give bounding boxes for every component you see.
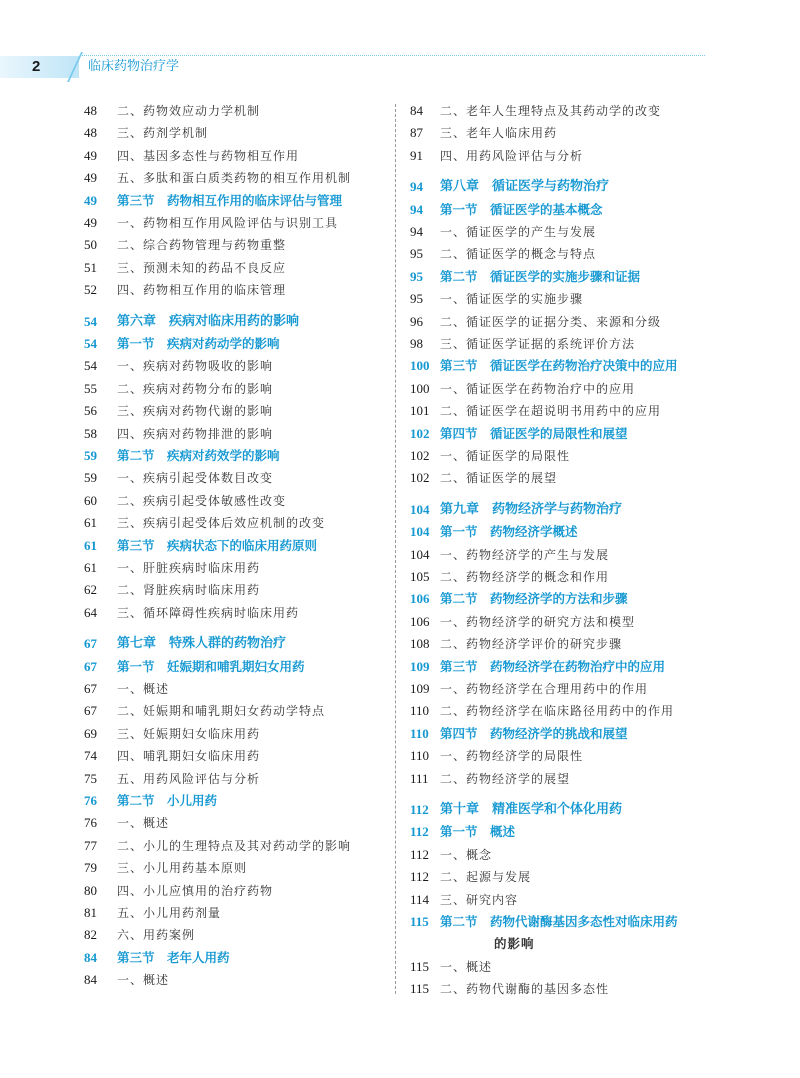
toc-item-entry[interactable] xyxy=(410,866,740,888)
toc-item-entry[interactable] xyxy=(410,122,740,144)
toc-page-number: 100 xyxy=(410,380,430,396)
toc-page-number: 48 xyxy=(84,103,97,118)
toc-page-number: 54 xyxy=(84,313,97,329)
toc-entry-title: 一、循证医学在药物治疗中的应用 xyxy=(440,381,636,396)
toc-page-number: 104 xyxy=(410,546,430,562)
toc-item-entry[interactable] xyxy=(410,378,740,400)
toc-item-entry[interactable] xyxy=(84,212,417,234)
toc-page-number: 62 xyxy=(84,582,97,598)
toc-entry-title: 四、基因多态性与药物相互作用 xyxy=(117,148,300,163)
toc-entry-title: 三、疾病引起受体后效应机制的改变 xyxy=(117,516,326,531)
toc-item-entry[interactable] xyxy=(84,723,417,745)
toc-chapter-entry[interactable] xyxy=(410,176,740,198)
toc-item-entry[interactable] xyxy=(84,512,417,534)
toc-page-number: 111 xyxy=(410,770,429,786)
toc-entry-title: 一、概述 xyxy=(440,959,493,974)
toc-item-entry[interactable] xyxy=(410,145,740,167)
toc-entry-title: 一、循证医学的产生与发展 xyxy=(440,225,597,239)
toc-page-number: 60 xyxy=(84,492,97,508)
toc-page-number: 76 xyxy=(84,793,97,808)
toc-item-entry[interactable] xyxy=(84,234,417,256)
toc-entry-title: 一、药物经济学在合理用药中的作用 xyxy=(440,682,649,696)
toc-entry-title: 六、用药案例 xyxy=(117,928,196,943)
toc-page-number: 67 xyxy=(84,658,97,674)
toc-page-number: 104 xyxy=(410,524,430,540)
toc-entry-title: 第七章 特殊人群的药物治疗 xyxy=(117,636,287,652)
toc-item-entry[interactable] xyxy=(84,355,417,377)
toc-entry-title: 第一节 疾病对药动学的影响 xyxy=(117,336,280,351)
toc-entry-title: 三、老年人临床用药 xyxy=(440,126,558,141)
toc-page-number: 49 xyxy=(84,192,97,208)
toc-section-entry[interactable] xyxy=(410,266,740,288)
toc-page-number: 112 xyxy=(410,846,430,862)
toc-entry-title: 二、药物经济学的展望 xyxy=(440,771,571,786)
toc-item-entry[interactable] xyxy=(410,768,740,790)
toc-entry-continuation[interactable] xyxy=(410,933,740,955)
toc-item-entry[interactable] xyxy=(410,544,740,566)
toc-entry-title: 一、概述 xyxy=(117,682,170,696)
toc-item-entry[interactable] xyxy=(410,400,740,422)
toc-entry-title: 二、肾脏疾病时临床用药 xyxy=(117,583,261,598)
toc-item-entry[interactable] xyxy=(410,288,740,310)
toc-entry-title: 一、概述 xyxy=(117,816,170,831)
toc-item-entry[interactable] xyxy=(84,768,417,790)
toc-entry-title: 第三节 药物经济学在药物治疗中的应用 xyxy=(440,658,666,674)
toc-entry-title: 四、哺乳期妇女临床用药 xyxy=(117,749,261,764)
toc-page-number: 91 xyxy=(410,147,423,163)
toc-section-entry[interactable] xyxy=(410,723,740,745)
toc-section-entry[interactable] xyxy=(84,656,417,678)
toc-page-number: 110 xyxy=(410,725,429,741)
toc-item-entry[interactable] xyxy=(410,889,740,911)
toc-page-number: 110 xyxy=(410,703,430,719)
toc-page-number: 59 xyxy=(84,470,97,486)
toc-page-number: 81 xyxy=(84,905,97,920)
toc-page-number: 112 xyxy=(410,802,429,817)
toc-section-entry[interactable] xyxy=(84,535,417,557)
toc-item-entry[interactable] xyxy=(84,423,417,445)
toc-entry-title: 二、老年人生理特点及其药动学的改变 xyxy=(440,104,662,118)
toc-page-number: 98 xyxy=(410,336,423,351)
toc-page-number: 61 xyxy=(84,560,97,575)
toc-section-entry[interactable] xyxy=(84,790,417,812)
toc-entry-title: 第二节 药物代谢酶基因多态性对临床用药 xyxy=(440,914,678,929)
toc-page-number: 61 xyxy=(84,537,97,553)
toc-item-entry[interactable] xyxy=(84,279,417,301)
toc-entry-title: 一、药物经济学的研究方法和模型 xyxy=(440,614,636,629)
toc-entry-title: 一、药物经济学的局限性 xyxy=(440,749,584,764)
page-number: 2 xyxy=(32,58,41,75)
toc-page-number: 61 xyxy=(84,515,97,531)
toc-page-number: 114 xyxy=(410,891,430,907)
toc-item-entry[interactable] xyxy=(84,490,417,512)
toc-page-number: 67 xyxy=(84,681,97,696)
toc-item-entry[interactable] xyxy=(84,400,417,422)
toc-item-entry[interactable] xyxy=(410,467,740,489)
toc-chapter-entry[interactable] xyxy=(410,799,740,821)
toc-section-entry[interactable] xyxy=(84,190,417,212)
toc-entry-title: 五、用药风险评估与分析 xyxy=(117,771,261,786)
toc-entry-title: 第二节 循证医学的实施步骤和证据 xyxy=(440,268,641,284)
toc-entry-title: 三、循环障碍性疾病时临床用药 xyxy=(117,605,300,620)
toc-item-entry[interactable] xyxy=(84,924,417,946)
toc-item-entry[interactable] xyxy=(410,978,740,1000)
toc-page-number: 115 xyxy=(410,958,430,974)
toc-page-number: 56 xyxy=(84,403,97,419)
toc-item-entry[interactable] xyxy=(410,678,740,700)
toc-page-number: 95 xyxy=(410,246,423,262)
toc-page-number: 87 xyxy=(410,125,423,141)
toc-item-entry[interactable] xyxy=(84,678,417,700)
toc-entry-title: 第三节 药物相互作用的临床评估与管理 xyxy=(117,192,343,208)
toc-entry-title: 一、循证医学的实施步骤 xyxy=(440,292,584,307)
toc-page-number: 67 xyxy=(84,703,97,719)
toc-section-entry[interactable] xyxy=(410,355,740,377)
toc-item-entry[interactable] xyxy=(84,557,417,579)
toc-entry-title: 三、药剂学机制 xyxy=(117,126,209,141)
toc-entry-title: 第四节 循证医学的局限性和展望 xyxy=(440,425,628,441)
toc-entry-title: 一、概述 xyxy=(117,973,170,988)
toc-item-entry[interactable] xyxy=(410,566,740,588)
toc-page-number: 115 xyxy=(410,914,429,929)
toc-item-entry[interactable] xyxy=(410,700,740,722)
toc-entry-title: 三、循证医学证据的系统评价方法 xyxy=(440,337,636,351)
toc-page-number: 52 xyxy=(84,282,97,298)
toc-entry-title: 三、疾病对药物代谢的影响 xyxy=(117,404,274,419)
toc-entry-title: 第一节 妊娠期和哺乳期妇女用药 xyxy=(117,658,305,674)
toc-item-entry[interactable] xyxy=(410,956,740,978)
toc-page-number: 79 xyxy=(84,860,97,876)
toc-entry-title: 第一节 药物经济学概述 xyxy=(440,524,578,540)
toc-page-number: 64 xyxy=(84,604,97,620)
toc-entry-title: 二、循证医学在超说明书用药中的应用 xyxy=(440,404,662,419)
toc-entry-title: 一、疾病引起受体数目改变 xyxy=(117,471,274,486)
toc-page-number: 54 xyxy=(84,336,97,351)
toc-item-entry[interactable] xyxy=(410,745,740,767)
toc-entry-title: 二、小儿的生理特点及其对药动学的影响 xyxy=(117,838,352,853)
toc-page-number: 48 xyxy=(84,125,97,141)
toc-page-number: 58 xyxy=(84,425,97,441)
toc-item-entry[interactable] xyxy=(84,700,417,722)
toc-page-number: 49 xyxy=(84,147,97,163)
toc-entry-title: 二、疾病对药物分布的影响 xyxy=(117,381,274,396)
toc-entry-title: 第六章 疾病对临床用药的影响 xyxy=(117,313,300,329)
toc-entry-title: 四、用药风险评估与分析 xyxy=(440,148,584,163)
book-title: 临床药物治疗学 xyxy=(88,59,180,74)
toc-page-number: 67 xyxy=(84,636,97,652)
toc-page-number: 84 xyxy=(84,949,97,965)
toc-entry-title: 一、药物经济学的产生与发展 xyxy=(440,547,610,562)
toc-entry-title: 一、药物相互作用风险评估与识别工具 xyxy=(117,216,339,230)
toc-entry-title: 第四节 药物经济学的挑战和展望 xyxy=(440,725,628,741)
toc-chapter-entry[interactable] xyxy=(410,499,740,521)
toc-page-number: 106 xyxy=(410,591,430,607)
toc-chapter-entry[interactable] xyxy=(84,633,417,655)
toc-section-entry[interactable] xyxy=(84,947,417,969)
toc-item-entry[interactable] xyxy=(410,633,740,655)
toc-section-entry[interactable] xyxy=(410,423,740,445)
toc-page-number: 95 xyxy=(410,268,423,284)
toc-page-number: 109 xyxy=(410,681,430,696)
toc-item-entry[interactable] xyxy=(410,445,740,467)
toc-page-number: 82 xyxy=(84,927,97,943)
toc-entry-title: 二、综合药物管理与药物重整 xyxy=(117,238,287,253)
toc-page-number: 84 xyxy=(410,103,423,118)
running-header xyxy=(0,56,800,78)
toc-page-number: 80 xyxy=(84,882,97,898)
toc-page-number: 105 xyxy=(410,569,430,584)
toc-section-entry[interactable] xyxy=(410,821,740,843)
toc-entry-title: 四、药物相互作用的临床管理 xyxy=(117,283,287,298)
toc-item-entry[interactable] xyxy=(84,812,417,834)
toc-entry-title: 第十章 精准医学和个体化用药 xyxy=(440,802,623,817)
toc-page-number: 49 xyxy=(84,215,97,230)
toc-page-number: 94 xyxy=(410,224,423,239)
toc-entry-title: 四、小儿应慎用的治疗药物 xyxy=(117,883,274,898)
toc-page-number: 69 xyxy=(84,725,97,741)
toc-page-number: 84 xyxy=(84,972,97,988)
toc-page-number: 94 xyxy=(410,201,423,217)
toc-section-entry[interactable] xyxy=(410,588,740,610)
toc-entry-title: 二、循证医学的证据分类、来源和分级 xyxy=(440,314,662,329)
toc-item-entry[interactable] xyxy=(410,221,740,243)
toc-item-entry[interactable] xyxy=(84,467,417,489)
toc-item-entry[interactable] xyxy=(410,611,740,633)
toc-page-number: 104 xyxy=(410,501,430,517)
toc-entry-title: 二、药物效应动力学机制 xyxy=(117,104,261,118)
toc-entry-title: 第三节 循证医学在药物治疗决策中的应用 xyxy=(440,358,678,374)
toc-entry-title: 四、疾病对药物排泄的影响 xyxy=(117,426,274,441)
toc-item-entry[interactable] xyxy=(84,835,417,857)
toc-page-number: 115 xyxy=(410,981,430,997)
toc-page-number: 59 xyxy=(84,448,97,463)
toc-page-number: 112 xyxy=(410,869,430,885)
toc-entry-title: 三、研究内容 xyxy=(440,892,519,907)
toc-page-number: 100 xyxy=(410,358,430,374)
toc-item-entry[interactable] xyxy=(84,257,417,279)
toc-section-entry[interactable] xyxy=(410,521,740,543)
toc-page-number: 102 xyxy=(410,470,430,486)
toc-item-entry[interactable] xyxy=(410,243,740,265)
toc-entry-title: 第三节 疾病状态下的临床用药原则 xyxy=(117,537,318,553)
toc-page-number: 50 xyxy=(84,237,97,253)
toc-page-number: 54 xyxy=(84,358,97,374)
toc-page-number: 75 xyxy=(84,770,97,786)
toc-page-number: 76 xyxy=(84,815,97,831)
toc-page-number: 96 xyxy=(410,313,423,329)
toc-entry-title: 二、药物经济学评价的研究步骤 xyxy=(440,637,623,652)
toc-entry-title: 五、小儿用药剂量 xyxy=(117,906,222,920)
toc-item-entry[interactable] xyxy=(84,857,417,879)
toc-entry-title: 第二节 小儿用药 xyxy=(117,793,218,808)
toc-section-entry[interactable] xyxy=(84,333,417,355)
toc-item-entry[interactable] xyxy=(84,745,417,767)
toc-item-entry[interactable] xyxy=(84,378,417,400)
toc-entry-title: 三、小儿用药基本原则 xyxy=(117,861,248,876)
toc-item-entry[interactable] xyxy=(410,100,740,122)
toc-entry-title: 二、起源与发展 xyxy=(440,870,532,885)
toc-entry-title: 五、多肽和蛋白质类药物的相互作用机制 xyxy=(117,171,352,186)
toc-item-entry[interactable] xyxy=(410,311,740,333)
toc-section-entry[interactable] xyxy=(410,656,740,678)
toc-item-entry[interactable] xyxy=(410,333,740,355)
toc-item-entry[interactable] xyxy=(84,579,417,601)
toc-entry-title: 第二节 疾病对药效学的影响 xyxy=(117,448,280,463)
toc-item-entry[interactable] xyxy=(410,844,740,866)
toc-entry-title: 二、妊娠期和哺乳期妇女药动学特点 xyxy=(117,704,326,719)
toc-page-number: 94 xyxy=(410,179,423,195)
toc-entry-title: 第一节 概述 xyxy=(440,824,516,840)
toc-entry-title: 一、循证医学的局限性 xyxy=(440,449,571,463)
toc-item-entry[interactable] xyxy=(84,100,417,122)
toc-page-number: 55 xyxy=(84,380,97,396)
toc-page-number: 112 xyxy=(410,824,429,840)
toc-entry-title: 三、妊娠期妇女临床用药 xyxy=(117,726,261,741)
toc-section-entry[interactable] xyxy=(410,911,740,933)
toc-entry-title: 二、药物经济学的概念和作用 xyxy=(440,570,610,584)
toc-entry-title: 二、药物经济学在临床路径用药中的作用 xyxy=(440,704,675,719)
toc-entry-title: 一、疾病对药物吸收的影响 xyxy=(117,359,274,374)
toc-entry-title: 第三节 老年人用药 xyxy=(117,949,230,965)
toc-item-entry[interactable] xyxy=(84,167,417,189)
toc-entry-title: 第二节 药物经济学的方法和步骤 xyxy=(440,591,628,607)
toc-page-number: 102 xyxy=(410,448,430,463)
toc-page-number: 102 xyxy=(410,425,430,441)
toc-page-number: 106 xyxy=(410,613,430,629)
toc-item-entry[interactable] xyxy=(84,902,417,924)
toc-item-entry[interactable] xyxy=(84,145,417,167)
toc-entry-title: 的影响 xyxy=(494,936,535,952)
toc-entry-title: 第一节 循证医学的基本概念 xyxy=(440,201,603,217)
toc-page-number: 101 xyxy=(410,403,430,419)
toc-entry-title: 第八章 循证医学与药物治疗 xyxy=(440,179,610,195)
toc-section-entry[interactable] xyxy=(410,199,740,221)
toc-entry-title: 二、药物代谢酶的基因多态性 xyxy=(440,982,610,997)
toc-item-entry[interactable] xyxy=(84,880,417,902)
toc-entry-title: 二、循证医学的概念与特点 xyxy=(440,247,597,262)
toc-entry-title: 二、循证医学的展望 xyxy=(440,471,558,486)
toc-page-number: 95 xyxy=(410,291,423,307)
toc-section-entry[interactable] xyxy=(84,445,417,467)
toc-page-number: 110 xyxy=(410,748,430,764)
toc-entry-title: 一、肝脏疾病时临床用药 xyxy=(117,561,261,575)
toc-page-number: 108 xyxy=(410,636,430,652)
toc-page-number: 74 xyxy=(84,748,97,764)
toc-entry-title: 第九章 药物经济学与药物治疗 xyxy=(440,501,623,517)
toc-entry-title: 一、概念 xyxy=(440,847,493,862)
toc-item-entry[interactable] xyxy=(84,122,417,144)
toc-page-number: 77 xyxy=(84,837,97,853)
toc-page-number: 109 xyxy=(410,658,430,674)
toc-page-number: 49 xyxy=(84,170,97,186)
toc-page-number: 51 xyxy=(84,259,97,275)
toc-entry-title: 二、疾病引起受体敏感性改变 xyxy=(117,493,287,508)
toc-entry-title: 三、预测未知的药品不良反应 xyxy=(117,260,287,275)
toc-chapter-entry[interactable] xyxy=(84,311,417,333)
toc-item-entry[interactable] xyxy=(84,602,417,624)
toc-item-entry[interactable] xyxy=(84,969,417,991)
